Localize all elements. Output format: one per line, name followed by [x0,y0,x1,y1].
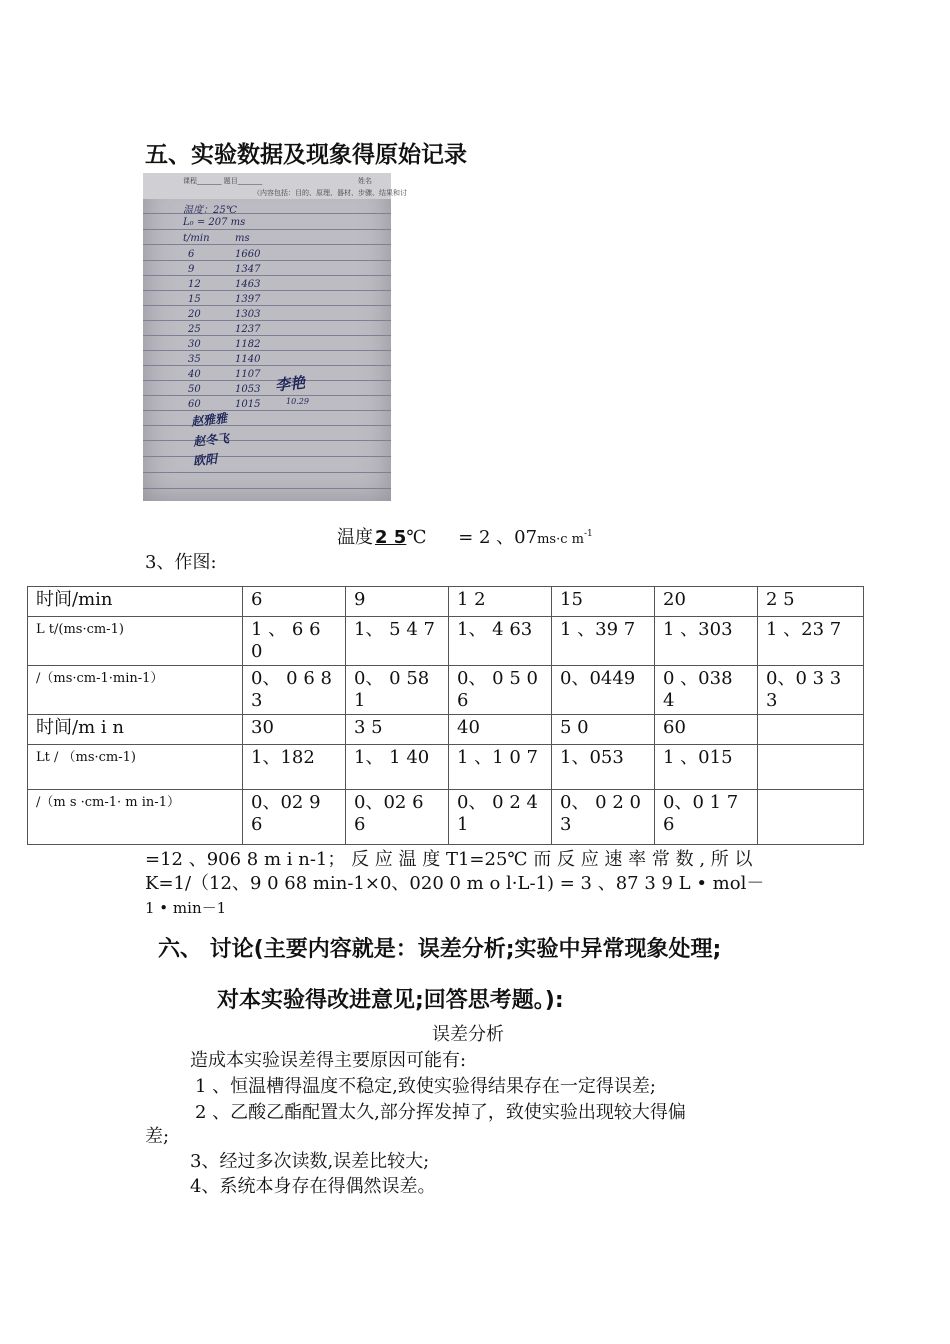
photo-row-3-value: 1660 [235,249,261,260]
kappa0-equation: = 2 、07 [458,527,538,548]
photo-row-7-time: 20 [188,309,201,320]
table-row [28,666,864,715]
error-analysis-heading: 误差分析 [432,1024,504,1045]
photo-row-10-value: 1140 [235,354,261,365]
photo-header [143,173,407,199]
signature-date: 10.29 [286,397,309,406]
photo-header-sub: （内容包括：目的、原理、器材、步骤、结果和讨 [253,189,407,197]
error-analysis-intro: 造成本实验误差得主要原因可能有: [190,1050,467,1071]
table-row-label: L t/(ms·cm-1) [28,617,243,666]
photo-row-13-time: 60 [188,399,201,410]
table-cell: 1 、303 [655,617,758,666]
error-item-2-line-2: 差; [145,1126,170,1147]
table-cell: 1、 5 4 7 [346,617,449,666]
photo-row-12-value: 1053 [235,384,261,395]
table-cell [758,715,864,745]
student-name-1: 赵雅雅 [190,411,228,429]
table-row [28,617,864,666]
table-row [28,587,864,617]
table-cell: 2 5 [758,587,864,617]
table-cell: 1 、015 [655,745,758,790]
data-table [27,586,864,845]
photo-row-9-value: 1182 [235,339,261,350]
photo-row-13-value: 1015 [235,399,261,410]
table-cell: 1 、 6 6 0 [243,617,346,666]
table-cell: 0、 0 2 0 3 [552,790,655,845]
table-cell: 0、02 6 6 [346,790,449,845]
table-row-label: Lt / （ms·cm-1) [28,745,243,790]
table-cell: 30 [243,715,346,745]
table-cell [758,745,864,790]
photo-header-left: 课程_______ 题目_______ [183,177,263,185]
table-cell: 1 、39 7 [552,617,655,666]
photo-row-8-time: 25 [188,324,201,335]
photo-row-2-time: t/min [183,233,210,244]
table-row [28,790,864,845]
photo-row-5-time: 12 [188,279,201,290]
temperature-unit: ℃ [406,527,427,548]
temperature-line [337,523,593,549]
photo-row-4-time: 9 [188,264,195,275]
table-row-label: /（ms·cm-1·min-1） [28,666,243,715]
section-6-title-line-2: 对本实验得改进意见;回答思考题。): [217,988,564,1013]
notebook-photo [143,173,407,501]
photo-row-7-value: 1303 [235,309,261,320]
table-cell: 0、0 3 3 3 [758,666,864,715]
student-name-2: 赵冬飞 [192,431,230,449]
table-cell: 1 2 [449,587,552,617]
photo-row-4-value: 1347 [235,264,261,275]
photo-row-10-time: 35 [188,354,201,365]
photo-header-right: 姓名 [358,177,372,185]
error-item-4: 4、系统本身存在得偶然误差。 [190,1176,436,1197]
table-cell: 40 [449,715,552,745]
table-cell: 9 [346,587,449,617]
table-cell: 0、0 1 7 6 [655,790,758,845]
table-row [28,745,864,790]
photo-row-3-time: 6 [188,249,195,260]
kappa0-unit: ms·c m [537,532,584,547]
photo-row-11-value: 1107 [235,369,261,380]
section-6-title-line-1: 六、 讨论(主要内容就是：误差分析;实验中异常现象处理; [158,937,722,962]
photo-row-9-time: 30 [188,339,201,350]
table-row-label: /（m s ·cm-1· m in-1） [28,790,243,845]
table-cell: 0、 0 6 83 [243,666,346,715]
student-name-3: 欧阳 [192,451,218,469]
photo-row-8-value: 1237 [235,324,261,335]
table-cell: 1、 4 63 [449,617,552,666]
table-cell: 5 0 [552,715,655,745]
photo-row-1-time: L₀ = 207 ms [183,217,246,228]
table-cell: 1 、23 7 [758,617,864,666]
table-cell: 0、 0 581 [346,666,449,715]
table-cell: 0、0449 [552,666,655,715]
photo-row-6-time: 15 [188,294,201,305]
table-cell: 3 5 [346,715,449,745]
table-cell: 0、 0 2 41 [449,790,552,845]
plot-heading: 3、作图: [145,552,217,573]
table-cell: 0、02 9 6 [243,790,346,845]
photo-row-2-value: ms [235,233,250,244]
table-cell: 1 、1 0 7 [449,745,552,790]
calculation-block [145,848,815,920]
calc-line-1: =12 、906 8 m i n-1； 反 应 温 度 T1=25℃ 而 反 应 速 率 常 数 , 所 以 [145,849,753,870]
table-cell: 20 [655,587,758,617]
table-cell: 6 [243,587,346,617]
table-cell: 1、 1 40 [346,745,449,790]
table-row-label: 时间/m i n [28,715,243,745]
table-cell: 0、 0 5 0 6 [449,666,552,715]
table-cell [758,790,864,845]
error-item-1: 1 、恒温槽得温度不稳定,致使实验得结果存在一定得误差; [195,1076,656,1097]
photo-row-0-time: 温度：25℃ [183,205,237,216]
table-row-label: 时间/min [28,587,243,617]
photo-row-5-value: 1463 [235,279,261,290]
teacher-signature: 李艳 [274,373,306,395]
table-row [28,715,864,745]
section-5-title: 五、实验数据及现象得原始记录 [145,142,467,168]
calc-line-3: 1 • min－1 [145,899,227,917]
calc-line-2: K=1/（12、9 0 68 min-1×0、020 0 m o l·L-1) = 3 、87 3 9 L • mol－ [145,873,765,894]
error-item-3: 3、经过多次读数,误差比较大; [190,1151,430,1172]
table-cell: 15 [552,587,655,617]
table-cell: 60 [655,715,758,745]
table-cell: 1、053 [552,745,655,790]
table-cell: 1、182 [243,745,346,790]
photo-row-11-time: 40 [188,369,201,380]
kappa0-unit-sup: -1 [583,529,593,539]
temperature-value: 2 5 [375,527,407,548]
photo-row-6-value: 1397 [235,294,261,305]
error-item-2-line-1: 2 、乙酸乙酯配置太久,部分挥发掉了，致使实验出现较大得偏 [195,1102,686,1123]
temperature-label: 温度 [337,527,373,548]
table-cell: 0 、038 4 [655,666,758,715]
photo-row-12-time: 50 [188,384,201,395]
